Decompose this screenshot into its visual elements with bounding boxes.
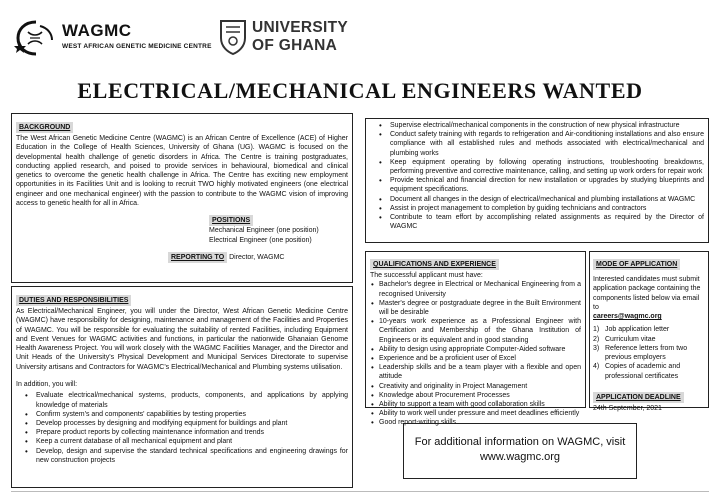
- application-heading: MODE OF APPLICATION: [593, 259, 680, 270]
- university-of-ghana-logo: [218, 18, 368, 60]
- wagmc-subtitle: WEST AFRICAN GENETIC MEDICINE CENTRE: [62, 43, 212, 50]
- additional-info-box: [403, 423, 637, 479]
- list-item: • Confirm system's and components' capabilities by testing properties: [24, 410, 348, 419]
- application-email-link[interactable]: careers@wagmc.org: [593, 313, 662, 321]
- ug-name-line1: UNIVERSITY: [252, 19, 349, 36]
- duties-intro: As Electrical/Mechanical Engineer, you will under the Director, West African Genetic Medicine Centre (WAGMC) have responsibility for designing, maintenance and management of the Facilities and Properties of WAGMC. You will be responsible for evaluating the suitability of rented Facilities, including Equipment and Event Venues for WAGMC activities and functions, in particular the nationwide Ghanaian Genome Health Awareness Project. You will work closely with the WAGMC Facilities Manager, and the Director and Unit Heads of the University's Physical Development and Municipal Services Directorate to supervise University artisans and Contractors for WAGMC's Electrical/Mechanical and Plumbing systems utilisation.: [16, 308, 348, 371]
- reporting-value: Director, WAGMC: [229, 253, 285, 261]
- list-item: 3) Reference letters from two previous employers: [593, 344, 688, 362]
- list-item: • Keep equipment operating by following operating instructions, troubleshooting breakdowns, performing preventive and corrective maintenance, calling, and setting up work orders for repair work: [378, 158, 704, 176]
- list-item: • Develop processes by designing and modifying equipment for buildings and plant: [24, 419, 348, 428]
- list-item: • Conduct safety training with regards to refrigeration and Air-conditioning installations and also ensure compliance with all established rules and methods associated with electrical/mechanical and plumbing works: [378, 130, 704, 158]
- positions-block: [209, 215, 348, 245]
- qualifications-intro: The successful applicant must have:: [370, 272, 483, 279]
- position-item: Mechanical Engineer (one position): [209, 227, 319, 235]
- ug-name-line2: OF GHANA: [252, 37, 338, 54]
- list-item: • Good report-writing skills: [370, 418, 581, 427]
- list-item: • Prepare product reports by collecting maintenance information and trends: [24, 428, 348, 437]
- list-item: 2) Curriculum vitae: [593, 335, 656, 343]
- list-item: • Ability to work well under pressure and meet deadlines efficiently: [370, 409, 581, 418]
- qualifications-list: [370, 280, 581, 427]
- duties-section: [11, 286, 353, 488]
- website-link[interactable]: www.wagmc.org: [479, 451, 561, 463]
- application-section: [589, 251, 709, 412]
- reporting-label: REPORTING TO: [168, 252, 227, 263]
- duties-addition: In addition, you will:: [16, 381, 78, 389]
- positions-heading: POSITIONS: [209, 215, 253, 226]
- info-text: For additional information on WAGMC, visit: [414, 436, 626, 448]
- duties-heading: DUTIES AND RESPONSIBILITIES: [16, 295, 131, 306]
- qualifications-heading: QUALIFICATIONS AND EXPERIENCE: [370, 259, 499, 270]
- list-item: • Creativity and originality in Project Management: [370, 382, 581, 391]
- list-item: • 10-years work experience as a Professional Engineer with Certification and Membership of the Ghana Institution of Engineers or its equivalent and in good standing: [370, 317, 581, 345]
- background-section: [11, 113, 353, 283]
- list-item: • Ability to support a team with good collaboration skills: [370, 400, 581, 409]
- deadline-heading: APPLICATION DEADLINE: [593, 392, 684, 403]
- list-item: • Provide technical and financial direction for new installation or upgrades by studying blueprints and equipment specifications.: [378, 176, 704, 194]
- list-item: • Experience and be a proficient user of Excel: [370, 354, 581, 363]
- list-item: • Assist in project management to completion by guiding technicians and contractors: [378, 204, 704, 213]
- duties-continued-section: [365, 118, 709, 243]
- list-item: • Evaluate electrical/mechanical systems, products, components, and applications by applying knowledge of materials: [24, 391, 348, 409]
- duties-continued-list: [378, 121, 704, 231]
- reporting-block: [168, 252, 348, 263]
- list-item: • Master's degree or postgraduate degree in the Built Environment will be desirable: [370, 299, 581, 317]
- page-bottom-divider: [11, 488, 709, 492]
- list-item: • Bachelor's degree in Electrical or Mechanical Engineering from a recognised University: [370, 280, 581, 298]
- list-item: 4) Copies of academic and professional certificates: [593, 363, 681, 380]
- application-intro: Interested candidates must submit application package containing the components listed below via email to: [593, 276, 701, 311]
- list-item: • Supervise electrical/mechanical components in the construction of new physical infrastructure: [378, 121, 704, 130]
- ug-crest-icon: [218, 18, 248, 56]
- list-item: • Leadership skills and be a team player with a flexible and open attitude: [370, 363, 581, 381]
- application-requirements: [593, 325, 705, 380]
- background-heading: BACKGROUND: [16, 122, 73, 133]
- list-item: • Knowledge about Procurement Processes: [370, 391, 581, 400]
- background-text: The West African Genetic Medicine Centre (WAGMC) is an African Centre of Excellence (ACE) of Higher Education in the College of Health Sciences, University of Ghana (UG). WAGMC is focused on the developmental health challenge of genetic disorders in Africa. The Centre is training postgraduates, conducting applied research, and poised to provide services in behavioural, biomedical and clinical genetics to overcome the genetic health challenge in Africa. The Centre has exciting new employment opportunities in its Facilities Unit and is looking to recruit TWO highly motivated engineers (one electrical engineer and one mechanical engineer) with the passion to contribute to the WAGMC vision of improving access to genetic health for all in Africa.: [16, 135, 348, 208]
- wagmc-emblem-icon: [14, 18, 58, 58]
- wagmc-logo: [14, 18, 214, 58]
- list-item: • Ability to design using appropriate Computer-Aided software: [370, 345, 581, 354]
- wagmc-name: WAGMC: [62, 21, 132, 40]
- list-item: • Document all changes in the design of electrical/mechanical and plumbing installations at WAGMC: [378, 195, 704, 204]
- qualifications-section: [365, 251, 586, 427]
- page-title: ELECTRICAL/MECHANICAL ENGINEERS WANTED: [77, 78, 643, 103]
- position-item: Electrical Engineer (one position): [209, 236, 312, 244]
- list-item: • Develop, design and supervise the standard technical specifications and engineering drawings for new construction projects: [24, 447, 348, 465]
- list-item: • Keep a current database of all mechanical equipment and plant: [24, 437, 348, 446]
- list-item: • Contribute to team effort by accomplishing related assignments as required by the Director of WAGMC: [378, 213, 704, 231]
- deadline-date: 24th September, 2021: [593, 404, 662, 412]
- duties-list: [24, 391, 348, 465]
- list-item: 1) Job application letter: [593, 326, 670, 334]
